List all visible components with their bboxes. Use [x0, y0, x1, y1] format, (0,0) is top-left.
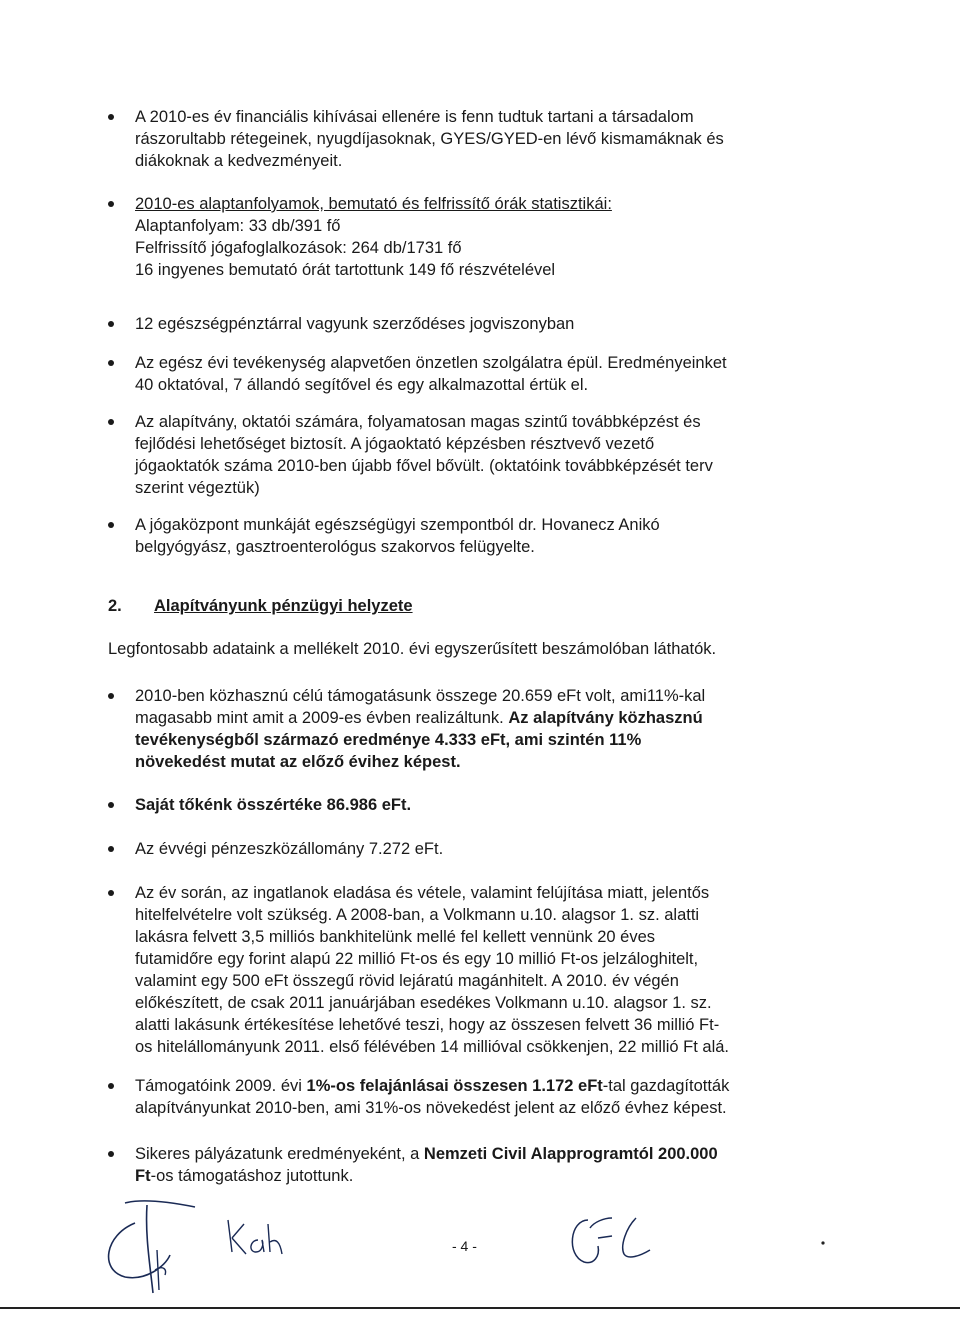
- text-line: alatti lakásunk értékesítése lehetővé teszi, hogy az összesen felvett 36 millió Ft-: [135, 1016, 720, 1034]
- section-heading: [108, 597, 413, 616]
- section-number: 2.: [108, 597, 122, 615]
- text-line: valamint egy 500 eFt összegű rövid lejáratú magánhitelt. A 2010. év végén: [135, 972, 679, 990]
- bullet-icon: [108, 693, 114, 699]
- text-line: 2010-ben közhasznú célú támogatásunk összege 20.659 eFt volt, ami11%-kal: [135, 687, 706, 705]
- text-line: 40 oktatóval, 7 állandó segítővel és egy alkalmazottal értük el.: [135, 376, 589, 394]
- signature-3-icon: [560, 1210, 655, 1270]
- bullet-icon: [108, 419, 114, 425]
- text-line: lakásra felvett 3,5 milliós bankhitelünk mellé fel kellett vennünk 20 éves: [135, 928, 656, 946]
- page-number: - 4 -: [452, 1238, 477, 1254]
- text-line: Az évvégi pénzeszközállomány 7.272 eFt.: [135, 840, 444, 858]
- list-item: [108, 514, 824, 558]
- bullet-icon: [108, 802, 114, 808]
- text-line: 12 egészségpénztárral vagyunk szerződéses jogviszonyban: [135, 315, 575, 333]
- text-line: A jógaközpont munkáját egészségügyi szempontból dr. Hovanecz Anikó: [135, 516, 660, 534]
- text-line: Felfrissítő jógafoglalkozások: 264 db/1731 fő: [135, 239, 462, 257]
- bold-text: Ft: [135, 1167, 151, 1185]
- speck-mark: [820, 1240, 826, 1246]
- text-line: os hitelállományunk 2011. első félévében 14 millióval csökkenjen, 22 millió Ft alá.: [135, 1038, 730, 1056]
- bullet-icon: [108, 846, 114, 852]
- text-line: rászorultabb rétegeinek, nyugdíjasoknak, GYES/GYED-en lévő kismamáknak és: [135, 130, 724, 148]
- text-line: szerint végeztük): [135, 479, 260, 497]
- bullet-icon: [108, 321, 114, 327]
- bullet-icon: [108, 1083, 114, 1089]
- list-item: [108, 313, 824, 335]
- intro-paragraph: Legfontosabb adataink a mellékelt 2010. évi egyszerűsített beszámolóban láthatók.: [108, 640, 717, 658]
- text-span: magasabb mint amit a 2009-es évben realizáltunk.: [135, 709, 504, 727]
- text-line: belgyógyász, gasztroenterológus szakorvos felügyelte.: [135, 538, 535, 556]
- text-line: Alaptanfolyam: 33 db/391 fő: [135, 217, 341, 235]
- signature-1-icon: [95, 1195, 215, 1300]
- stats-heading: 2010-es alaptanfolyamok, bemutató és felfrissítő órák statisztikái:: [135, 195, 612, 213]
- bold-text: Nemzeti Civil Alapprogramtól 200.000: [423, 1145, 718, 1163]
- bullet-icon: [108, 522, 114, 528]
- text-line: 16 ingyenes bemutató órát tartottunk 149 fő részvételével: [135, 261, 556, 279]
- text-line: fejlődési lehetőséget biztosít. A jógaoktató képzésben résztvevő vezető: [135, 435, 655, 453]
- text-span: -os támogatáshoz jutottunk.: [150, 1167, 354, 1185]
- bold-text: növekedést mutat az előző évihez képest.: [135, 753, 461, 771]
- bullet-icon: [108, 201, 114, 207]
- list-item: [108, 1143, 824, 1187]
- list-item: [108, 685, 824, 773]
- bold-text: Az alapítvány közhasznú: [508, 709, 703, 727]
- text-line: hitelfelvételre volt szükség. A 2008-ban, a Volkmann u.10. alagsor 1. sz. alatti: [135, 906, 700, 924]
- text-line: alapítványunkat 2010-ben, ami 31%-os növekedést jelent az előző évhez képest.: [135, 1099, 727, 1117]
- list-item: [108, 411, 824, 499]
- bold-text: 1%-os felajánlásai összesen 1.172 eFt: [306, 1077, 603, 1095]
- list-item: [108, 838, 824, 860]
- section-title: Alapítványunk pénzügyi helyzete: [154, 597, 413, 615]
- text-line: jógaoktatók száma 2010-ben újabb fővel bővült. (oktatóink továbbképzését terv: [135, 457, 713, 475]
- bold-text: Saját tőkénk összértéke 86.986 eFt.: [135, 796, 412, 814]
- text-line: előkészített, de csak 2011 januárjában esedékes Volkmann u.10. alagsor 1. sz.: [135, 994, 712, 1012]
- text-span: -tal gazdagították: [602, 1077, 730, 1095]
- list-item: [108, 1075, 824, 1119]
- bold-text: tevékenységből származó eredménye 4.333 eFt, ami szintén 11%: [135, 731, 642, 749]
- footer-rule: [0, 1307, 960, 1309]
- text-line: Az egész évi tevékenység alapvetően önzetlen szolgálatra épül. Eredményeinket: [135, 354, 727, 372]
- list-item: [108, 794, 824, 816]
- text-line: diákoknak a kedvezményeit.: [135, 152, 343, 170]
- list-item: [108, 352, 824, 396]
- list-item: [108, 106, 824, 172]
- text-line: futamidőre egy forint alapú 22 millió Ft-os és egy 10 millió Ft-os jelzáloghitelt,: [135, 950, 699, 968]
- list-item: [108, 882, 824, 1058]
- signature-2-icon: [222, 1212, 292, 1260]
- text-line: Az alapítvány, oktatói számára, folyamatosan magas szintű továbbképzést és: [135, 413, 701, 431]
- text-line: A 2010-es év financiális kihívásai ellenére is fenn tudtuk tartani a társadalom: [135, 108, 694, 126]
- text-span: Támogatóink 2009. évi: [135, 1077, 307, 1095]
- text-span: Sikeres pályázatunk eredményeként, a: [135, 1145, 424, 1163]
- bullet-icon: [108, 890, 114, 896]
- text-line: Az év során, az ingatlanok eladása és vétele, valamint felújítása miatt, jelentős: [135, 884, 710, 902]
- bullet-icon: [108, 114, 114, 120]
- bullet-icon: [108, 1151, 114, 1157]
- list-item: [108, 193, 824, 281]
- bullet-icon: [108, 360, 114, 366]
